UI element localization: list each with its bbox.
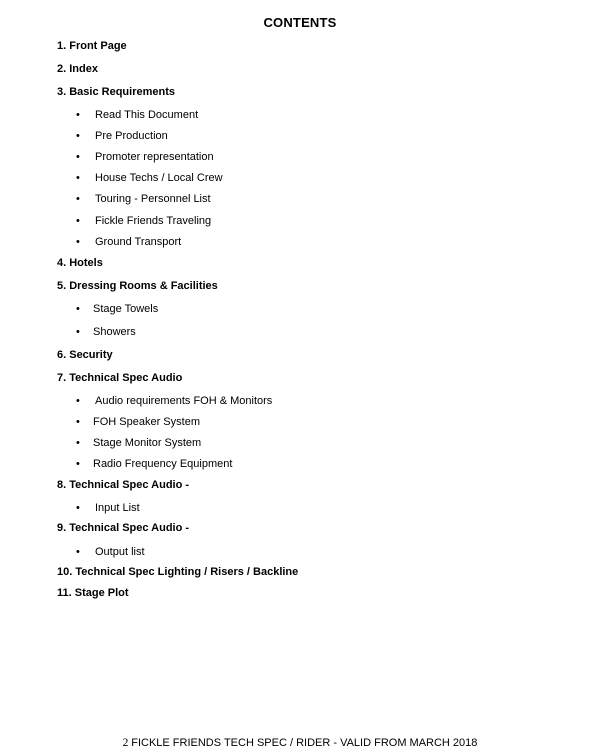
bullet-icon: • <box>76 130 80 142</box>
toc-item-ground-transport[interactable]: Ground Transport <box>95 236 182 248</box>
bullet-icon: • <box>76 502 80 514</box>
bullet-icon: • <box>76 236 80 248</box>
toc-item-stage-monitor-system[interactable]: Stage Monitor System <box>93 437 202 449</box>
bullet-icon: • <box>76 215 80 227</box>
toc-section-technical-spec-audio-output[interactable]: 9. Technical Spec Audio - <box>57 522 190 534</box>
toc-item-audio-requirements[interactable]: Audio requirements FOH & Monitors <box>95 395 273 407</box>
bullet-icon: • <box>76 458 80 470</box>
bullet-icon: • <box>76 416 80 428</box>
toc-section-dressing-rooms[interactable]: 5. Dressing Rooms & Facilities <box>57 280 218 292</box>
bullet-icon: • <box>76 326 80 338</box>
bullet-icon: • <box>76 193 80 205</box>
toc-item-fickle-friends-traveling[interactable]: Fickle Friends Traveling <box>95 215 212 227</box>
bullet-icon: • <box>76 172 80 184</box>
toc-item-touring-personnel[interactable]: Touring - Personnel List <box>95 193 211 205</box>
toc-section-stage-plot[interactable]: 11. Stage Plot <box>57 587 129 599</box>
toc-section-front-page[interactable]: 1. Front Page <box>57 40 127 52</box>
toc-item-input-list[interactable]: Input List <box>95 502 140 514</box>
bullet-icon: • <box>76 395 80 407</box>
bullet-icon: • <box>76 437 80 449</box>
toc-section-basic-requirements[interactable]: 3. Basic Requirements <box>57 86 175 98</box>
bullet-icon: • <box>76 109 80 121</box>
toc-section-hotels[interactable]: 4. Hotels <box>57 257 103 269</box>
toc-section-index[interactable]: 2. Index <box>57 63 98 75</box>
page-footer <box>0 737 600 749</box>
toc-item-foh-speaker-system[interactable]: FOH Speaker System <box>93 416 200 428</box>
toc-item-read-this-document[interactable]: Read This Document <box>95 109 199 121</box>
page-number: 2 <box>122 737 129 749</box>
toc-section-security[interactable]: 6. Security <box>57 349 113 361</box>
toc-item-showers[interactable]: Showers <box>93 326 136 338</box>
footer-text: FICKLE FRIENDS TECH SPEC / RIDER - VALID FROM MARCH 2018 <box>131 737 478 749</box>
toc-section-technical-spec-audio-input[interactable]: 8. Technical Spec Audio - <box>57 479 190 491</box>
toc-item-stage-towels[interactable]: Stage Towels <box>93 303 159 315</box>
toc-item-house-techs[interactable]: House Techs / Local Crew <box>95 172 223 184</box>
bullet-icon: • <box>76 546 80 558</box>
toc-section-lighting-risers-backline[interactable]: 10. Technical Spec Lighting / Risers / Backline <box>57 566 299 578</box>
bullet-icon: • <box>76 303 80 315</box>
bullet-icon: • <box>76 151 80 163</box>
toc-item-promoter-representation[interactable]: Promoter representation <box>95 151 214 163</box>
toc-item-radio-frequency[interactable]: Radio Frequency Equipment <box>93 458 233 470</box>
toc-section-technical-spec-audio[interactable]: 7. Technical Spec Audio <box>57 372 183 384</box>
toc-item-pre-production[interactable]: Pre Production <box>95 130 168 142</box>
page-title: CONTENTS <box>263 15 337 30</box>
toc-item-output-list[interactable]: Output list <box>95 546 145 558</box>
